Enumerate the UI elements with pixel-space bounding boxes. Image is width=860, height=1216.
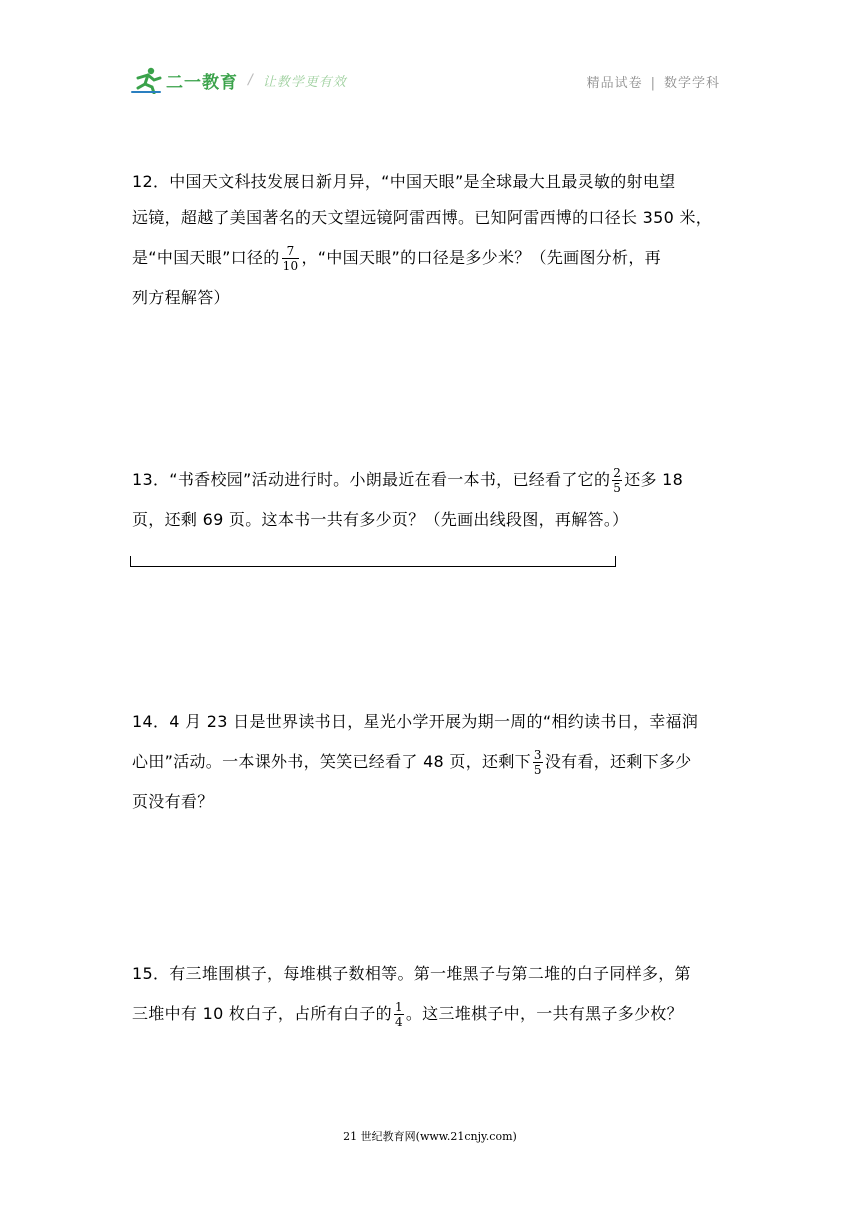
page-header xyxy=(130,60,720,100)
header-label-subject: 数学学科 xyxy=(663,76,720,91)
runner-logo-icon xyxy=(130,66,164,94)
fraction-numerator: 7 xyxy=(282,244,300,259)
fraction-denominator: 4 xyxy=(394,1015,403,1029)
fraction xyxy=(533,748,543,777)
question-text: 没有看，还剩下多少 xyxy=(544,752,692,771)
question-text: ，“中国天眼”的口径是多少米？（先画图分析，再 xyxy=(301,248,661,267)
question-line xyxy=(132,992,722,1036)
logo-slogan: 让教学更有效 xyxy=(262,74,347,90)
question-12 xyxy=(132,164,722,316)
question-line: 12．中国天文科技发展日新月异，“中国天眼”是全球最大且最灵敏的射电望 xyxy=(132,172,676,191)
fraction-numerator: 1 xyxy=(394,1000,403,1014)
question-text: 。这三堆棋子中，一共有黑子多少枚？ xyxy=(405,1004,683,1023)
question-13 xyxy=(132,458,722,538)
question-text: 心田”活动。一本课外书，笑笑已经看了 48 页，还剩下 xyxy=(132,752,531,771)
question-text: 还多 18 xyxy=(624,470,684,489)
fraction-numerator: 3 xyxy=(533,748,542,762)
fraction xyxy=(612,466,622,495)
question-line: 页，还剩 69 页。这本书一共有多少页？（先画出线段图，再解答。） xyxy=(132,510,629,529)
page-footer: 21 世纪教育网(www.21cnjy.com) xyxy=(343,1130,517,1143)
logo-divider: / xyxy=(248,72,253,88)
header-separator: | xyxy=(650,76,656,91)
question-line xyxy=(132,740,722,784)
question-text: 是“中国天眼”口径的 xyxy=(132,248,280,267)
question-text: 13．“书香校园”活动进行时。小朗最近在看一本书，已经看了它的 xyxy=(132,470,611,489)
logo xyxy=(130,66,347,94)
fraction-numerator: 2 xyxy=(613,466,622,480)
fraction-denominator: 10 xyxy=(282,259,299,273)
header-label-premium: 精品试卷 xyxy=(586,76,643,91)
logo-name: 二一教育 xyxy=(166,72,238,93)
fraction xyxy=(394,1000,404,1029)
question-14 xyxy=(132,704,722,820)
question-line xyxy=(132,236,722,280)
header-subject xyxy=(587,72,720,91)
question-15 xyxy=(132,956,722,1036)
question-line: 14．4 月 23 日是世界读书日，星光小学开展为期一周的“相约读书日，幸福润 xyxy=(132,712,699,731)
question-text: 三堆中有 10 枚白子，占所有白子的 xyxy=(132,1004,392,1023)
fraction-denominator: 5 xyxy=(533,763,542,777)
fraction xyxy=(282,244,300,273)
line-segment-diagram xyxy=(130,556,616,567)
question-line: 15．有三堆围棋子，每堆棋子数相等。第一堆黑子与第二堆的白子同样多，第 xyxy=(132,964,691,983)
question-line: 列方程解答） xyxy=(132,288,230,307)
question-line: 远镜，超越了美国著名的天文望远镜阿雷西博。已知阿雷西博的口径长 350 米， xyxy=(132,208,713,227)
question-line xyxy=(132,458,722,502)
fraction-denominator: 5 xyxy=(613,481,622,495)
question-line: 页没有看？ xyxy=(132,792,214,811)
